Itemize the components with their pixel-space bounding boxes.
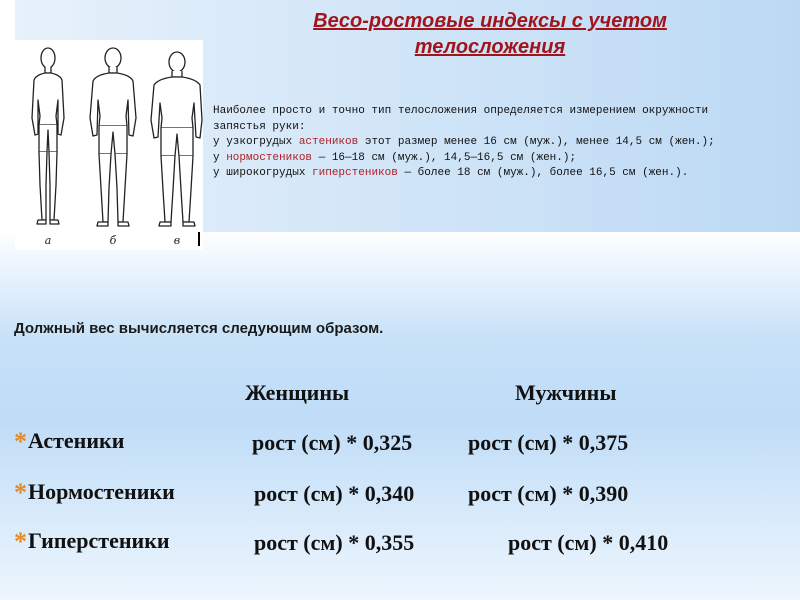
asthenics-term: астеников — [298, 136, 359, 148]
figure-label-c: в — [173, 234, 181, 247]
figure-label-a: а — [44, 234, 52, 247]
row-label-text: Гиперстеники — [28, 528, 170, 553]
cell-hypersthenics-men: рост (см) * 0,410 — [508, 530, 669, 555]
hypersthenic-figure — [151, 52, 202, 226]
cell-asthenics-men: рост (см) * 0,375 — [468, 430, 629, 455]
intro-line-4-prefix: у — [213, 151, 227, 164]
column-header-women: Женщины — [245, 380, 350, 405]
column-header-men: Мужчины — [515, 380, 617, 405]
asthenic-figure — [32, 48, 64, 224]
intro-text — [213, 104, 798, 182]
intro-line-3 — [213, 135, 798, 151]
body-types-illustration — [15, 40, 203, 250]
title-line-2: телосложения — [414, 36, 566, 58]
vertical-marker — [198, 232, 200, 246]
intro-line-5-prefix: у широкогрудых — [213, 167, 313, 179]
row-label-normosthenics — [14, 478, 175, 508]
figure-label-b: б — [109, 234, 117, 247]
row-label-text: Нормостеники — [28, 479, 175, 504]
bullet-icon: * — [14, 427, 27, 456]
intro-line-4 — [213, 151, 798, 167]
cell-hypersthenics-women: рост (см) * 0,355 — [254, 530, 415, 555]
normosthenics-term: нормостеников — [226, 151, 313, 164]
subheading: Должный вес вычисляется следующим образом. — [14, 320, 384, 337]
intro-line-3-suffix: этот размер менее 16 см (муж.), менее 14,5 см (жен.); — [358, 136, 715, 148]
row-label-hypersthenics — [14, 527, 170, 557]
row-label-text: Астеники — [28, 428, 125, 453]
intro-line-1: Наиболее просто и точно тип телосложения определяется измерением окружности — [213, 105, 709, 117]
intro-line-5 — [213, 166, 798, 182]
intro-line-3-prefix: у узкогрудых — [213, 136, 299, 148]
intro-line-5-suffix: — более 18 см (муж.), более 16,5 см (жен.). — [397, 167, 689, 179]
bullet-icon: * — [14, 478, 27, 507]
cell-normosthenics-women: рост (см) * 0,340 — [254, 481, 415, 506]
intro-line-4-suffix: — 16—18 см (муж.), 14,5—16,5 см (жен.); — [312, 151, 577, 164]
normosthenic-figure — [90, 48, 136, 226]
page-title — [215, 8, 765, 60]
row-label-asthenics — [14, 427, 124, 457]
title-line-1: Весо-ростовые индексы с учетом — [313, 10, 667, 32]
cell-asthenics-women: рост (см) * 0,325 — [252, 430, 413, 455]
hypersthenics-term: гиперстеников — [312, 167, 398, 179]
bullet-icon: * — [14, 527, 27, 556]
cell-normosthenics-men: рост (см) * 0,390 — [468, 481, 629, 506]
intro-line-2: запястья руки: — [213, 120, 306, 133]
